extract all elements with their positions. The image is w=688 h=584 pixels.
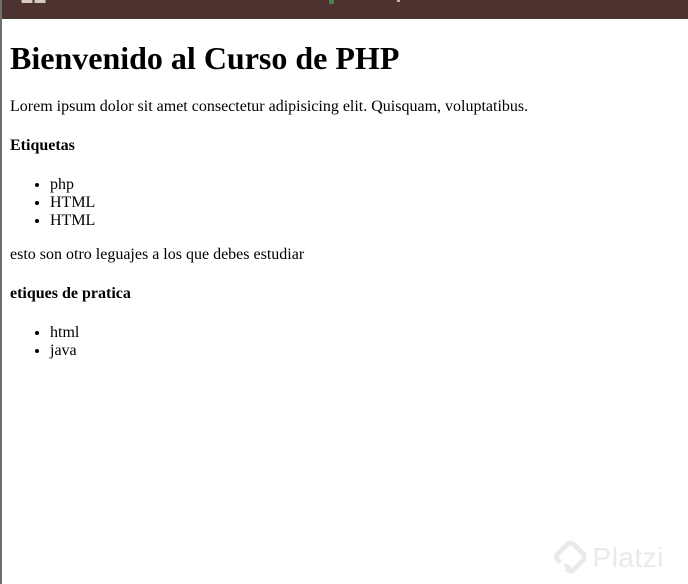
section-heading-etiquetas: Etiquetas [10,137,75,154]
page-title: Bienvenido al Curso de PHP [10,40,400,76]
tab-remnant-icon[interactable] [21,0,33,3]
browser-topbar [2,0,688,19]
practice-list [10,324,680,360]
tags-list [10,176,680,230]
cursor-mark-icon [397,0,400,2]
intro-paragraph: Lorem ipsum dolor sit amet consectetur adipisicing elit. Quisquam, voluptatibus. [10,98,529,115]
note-paragraph: esto son otro leguajes a los que debes estudiar [10,246,305,263]
section-heading-practica: etiques de pratica [10,285,131,302]
list-item: • php [50,176,680,194]
platzi-brand-text: Platzi [592,541,664,573]
list-item: • html [50,324,680,342]
page-content [2,40,688,360]
list-item: • HTML [50,194,680,212]
platzi-logo-icon [554,539,586,576]
list-item: • java [50,342,680,360]
list-item: • HTML [50,212,680,230]
platzi-watermark [554,539,664,576]
status-dot-icon [329,0,334,4]
tab-remnant-icon[interactable] [34,0,46,3]
